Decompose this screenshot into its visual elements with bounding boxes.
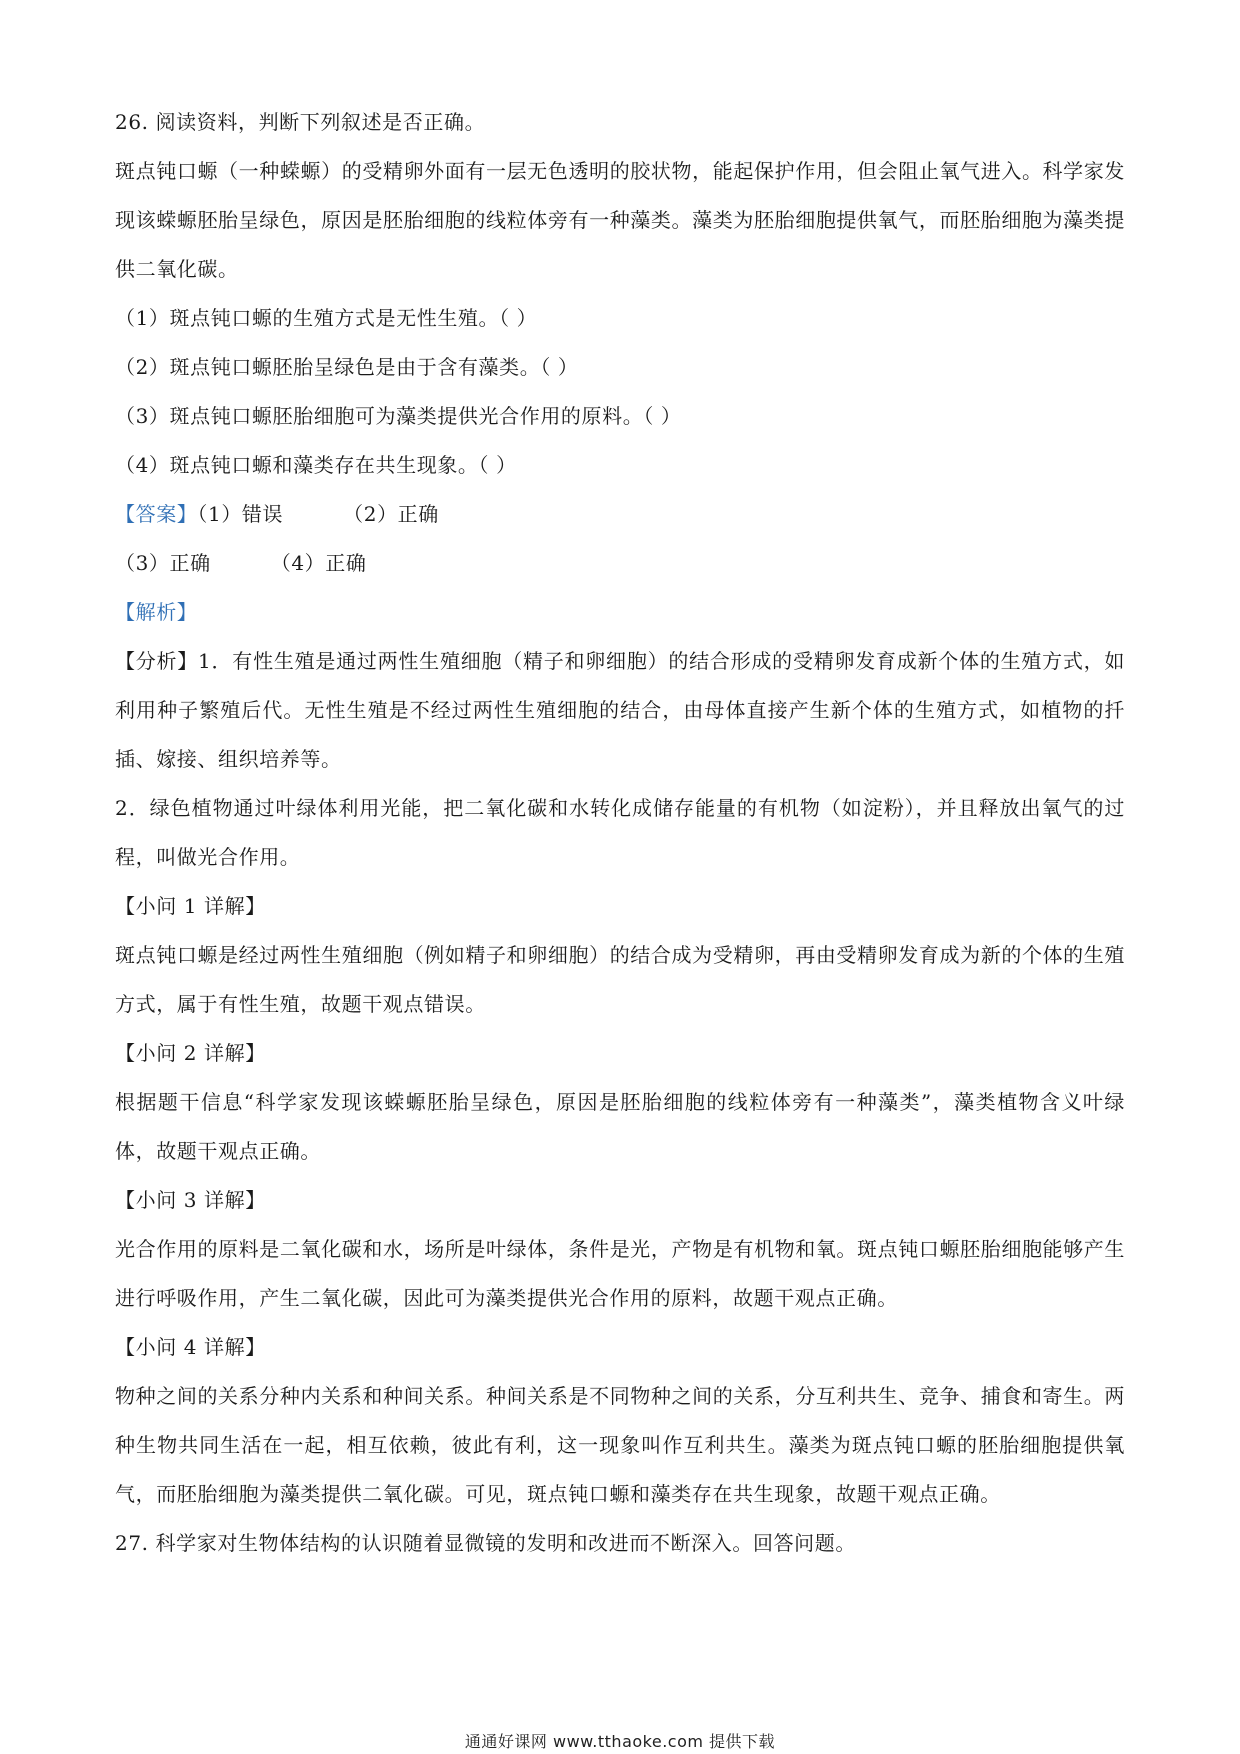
detail-3-title: 【小问 3 详解】 xyxy=(115,1188,266,1212)
detail-4-text: 物种之间的关系分种内关系和种间关系。种间关系是不同物种之间的关系，分互利共生、竞争、捕食和寄生。两种生物共同生活在一起，相互依赖，彼此有利，这一现象叫作互利共生。藻类为斑点钝口螈的胚胎细胞提供氧气，而胚胎细胞为藻类提供二氧化碳。可见，斑点钝口螈和藻类存在共生现象，故题干观点正确。 xyxy=(115,1384,1125,1506)
question-26-item-3: （3）斑点钝口螈胚胎细胞可为藻类提供光合作用的原料。（ ） xyxy=(115,404,682,428)
question-26-item-4: （4）斑点钝口螈和藻类存在共生现象。（ ） xyxy=(115,453,517,477)
answer-row-1 xyxy=(115,490,1125,539)
question-26-item-2: （2）斑点钝口螈胚胎呈绿色是由于含有藻类。（ ） xyxy=(115,355,579,379)
question-26-material: 斑点钝口螈（一种蝾螈）的受精卵外面有一层无色透明的胶状物，能起保护作用，但会阻止氧气进入。科学家发现该蝾螈胚胎呈绿色，原因是胚胎细胞的线粒体旁有一种藻类。藻类为胚胎细胞提供氧气，而胚胎细胞为藻类提供二氧化碳。 xyxy=(115,159,1125,281)
detail-1-text: 斑点钝口螈是经过两性生殖细胞（例如精子和卵细胞）的结合成为受精卵，再由受精卵发育成为新的个体的生殖方式，属于有性生殖，故题干观点错误。 xyxy=(115,943,1125,1016)
detail-4-title: 【小问 4 详解】 xyxy=(115,1335,266,1359)
answer-3: （3）正确 xyxy=(115,551,211,575)
document-content xyxy=(115,98,1125,1568)
question-26-title: 26. 阅读资料，判断下列叙述是否正确。 xyxy=(115,110,486,134)
answer-2: （2）正确 xyxy=(343,502,439,526)
answer-row-2 xyxy=(115,539,1125,588)
detail-1-title: 【小问 1 详解】 xyxy=(115,894,266,918)
footer-source: 通通好课网 www.tthaoke.com 提供下载 xyxy=(464,1732,776,1751)
question-26-item-1: （1）斑点钝口螈的生殖方式是无性生殖。（ ） xyxy=(115,306,538,330)
question-27-title: 27. 科学家对生物体结构的认识随着显微镜的发明和改进而不断深入。回答问题。 xyxy=(115,1531,856,1555)
analysis-fenxi: 【分析】1．有性生殖是通过两性生殖细胞（精子和卵细胞）的结合形成的受精卵发育成新个体的生殖方式，如利用种子繁殖后代。无性生殖是不经过两性生殖细胞的结合，由母体直接产生新个体的生殖方式，如植物的扦插、嫁接、组织培养等。 xyxy=(115,649,1125,771)
answer-4: （4）正确 xyxy=(270,551,367,575)
analysis-tag: 【解析】 xyxy=(115,600,198,624)
answer-1: （1）错误 xyxy=(197,502,284,526)
analysis-point-2: 2．绿色植物通过叶绿体利用光能，把二氧化碳和水转化成储存能量的有机物（如淀粉），并且释放出氧气的过程，叫做光合作用。 xyxy=(115,796,1125,869)
answer-tag: 【答案】 xyxy=(115,502,198,526)
detail-2-text: 根据题干信息“科学家发现该蝾螈胚胎呈绿色，原因是胚胎细胞的线粒体旁有一种藻类”，藻类植物含义叶绿体，故题干观点正确。 xyxy=(115,1090,1125,1163)
detail-3-text: 光合作用的原料是二氧化碳和水，场所是叶绿体，条件是光，产物是有机物和氧。斑点钝口螈胚胎细胞能够产生进行呼吸作用，产生二氧化碳，因此可为藻类提供光合作用的原料，故题干观点正确。 xyxy=(115,1237,1125,1310)
detail-2-title: 【小问 2 详解】 xyxy=(115,1041,266,1065)
